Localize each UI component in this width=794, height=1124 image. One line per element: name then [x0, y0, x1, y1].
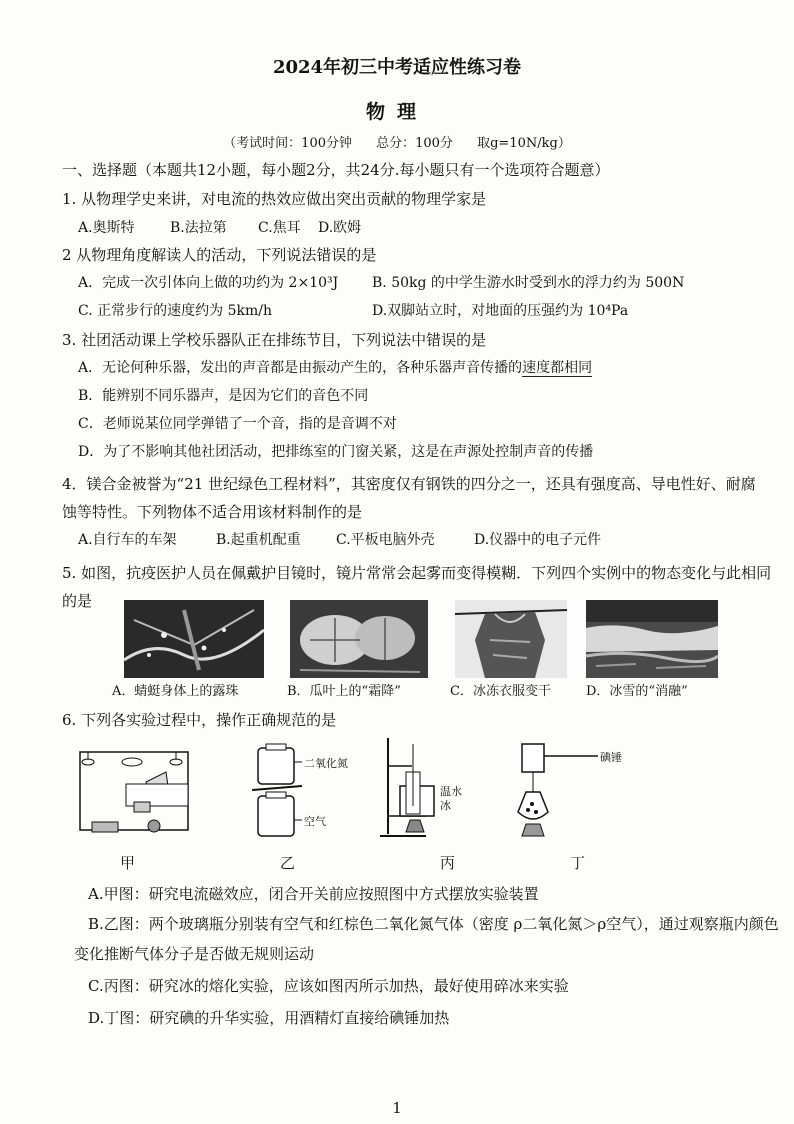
figure-yi-gas-label: 二氧化氮: [304, 757, 348, 770]
q4-stem-line2: 蚀等特性。下列物体不适合用该材料制作的是: [62, 503, 363, 521]
q3-option-d: D．为了不影响其他社团活动，把排练室的门窗关紧，这是在声源处控制声音的传播: [78, 444, 594, 460]
exam-title: 2024年初三中考适应性练习卷: [272, 57, 522, 78]
q2-option-d: D.双脚站立时，对地面的压强约为 10⁴Pa: [372, 303, 629, 319]
q4-stem-line1: 4．镁合金被誉为“21 世纪绿色工程材料”，其密度仅有钢铁的四分之一，还具有强度高、导电性好、耐腐: [62, 475, 756, 493]
figure-jia-circuit: [76, 742, 196, 842]
photo-melting-snow: [586, 600, 718, 678]
figure-jia-label: 甲: [120, 854, 136, 872]
q5-caption-d: D．冰雪的“消融”: [586, 684, 688, 699]
figure-yi-label: 乙: [280, 854, 296, 872]
photo-frozen-clothes: [455, 600, 567, 678]
figure-ding-iodine-setup: [512, 740, 602, 840]
figure-bing-ice-label: 冰: [440, 799, 451, 812]
q3-option-b: B．能辨别不同乐器声，是因为它们的音色不同: [78, 388, 369, 404]
q5-stem-line2: 的是: [62, 592, 93, 610]
q1-option-b: B.法拉第: [170, 220, 227, 236]
page-number: 1: [392, 1099, 402, 1117]
q2-option-a: A．完成一次引体向上做的功约为 2×10³J: [78, 275, 339, 291]
q3-stem: 3. 社团活动课上学校乐器队正在排练节目，下列说法中错误的是: [62, 331, 487, 349]
exam-time: （考试时间：100分钟: [223, 136, 352, 151]
figure-bing-label: 丙: [440, 854, 456, 872]
q2-option-c: C. 正常步行的速度约为 5km/h: [78, 303, 272, 319]
q6-option-b-line2: 变化推断气体分子是否做无规则运动: [74, 945, 315, 963]
q1-option-c: C.焦耳: [258, 220, 301, 236]
exam-meta: [0, 134, 794, 154]
q1-option-a: A.奥斯特: [78, 220, 135, 236]
photo-frost-leaf: [290, 600, 428, 678]
q6-option-a: A.甲图：研究电流磁效应，闭合开关前应按照图中方式摆放实验装置: [88, 885, 539, 903]
q6-option-b-line1: B.乙图：两个玻璃瓶分别装有空气和红棕色二氧化氮气体（密度 ρ二氧化氮＞ρ空气），通过观察瓶内颜色: [88, 915, 779, 933]
q1-stem: 1. 从物理学史来讲，对电流的热效应做出突出贡献的物理学家是: [62, 190, 487, 208]
q5-caption-b: B．瓜叶上的“霜降”: [287, 684, 401, 699]
q5-stem-line1: 5. 如图，抗疫医护人员在佩戴护目镜时，镜片常常会起雾而变得模糊．下列四个实例中的物态变化与此相同: [62, 564, 772, 582]
subject-title: 物理: [365, 101, 428, 123]
q4-option-c: C.平板电脑外壳: [336, 532, 435, 548]
q1-option-d: D.欧姆: [318, 220, 362, 236]
figure-ding-iodine-label: 碘锤: [600, 751, 622, 764]
q3-option-a: [78, 358, 592, 378]
q4-option-b: B.起重机配重: [216, 532, 301, 548]
q4-option-a: A.自行车的车架: [78, 532, 177, 548]
q6-option-d: D.丁图：研究碘的升华实验，用酒精灯直接给碘锤加热: [88, 1009, 450, 1027]
q4-option-d: D.仪器中的电子元件: [474, 532, 602, 548]
q5-caption-a: A．蜻蜓身体上的露珠: [112, 684, 239, 699]
photo-dew-dragonfly: [124, 600, 264, 678]
q2-stem: 2 从物理角度解读人的活动，下列说法错误的是: [62, 246, 377, 264]
q2-option-b: B. 50kg 的中学生游水时受到水的浮力约为 500N: [372, 275, 685, 291]
figure-ding-label: 丁: [570, 854, 586, 872]
q3-option-c: C．老师说某位同学弹错了一个音，指的是音调不对: [78, 416, 397, 432]
exam-g-value: 取g=10N/kg）: [477, 136, 571, 151]
q5-caption-c: C．冰冻衣服变干: [450, 684, 551, 699]
q6-stem: 6. 下列各实验过程中，操作正确规范的是: [62, 711, 337, 729]
figure-bing-water-label: 温水: [440, 785, 462, 798]
figure-yi-air-label: 空气: [304, 815, 326, 828]
q3-option-a-underlined: 速度都相同: [522, 360, 593, 376]
exam-score: 总分：100分: [376, 136, 453, 151]
section-heading: 一、选择题（本题共12小题，每小题2分，共24分.每小题只有一个选项符合题意）: [62, 161, 610, 179]
q3-option-a-text: A．无论何种乐器，发出的声音都是由振动产生的，各种乐器声音传播的: [78, 360, 523, 376]
q6-option-c: C.丙图：研究冰的熔化实验，应该如图丙所示加热，最好使用碎冰来实验: [88, 977, 569, 995]
